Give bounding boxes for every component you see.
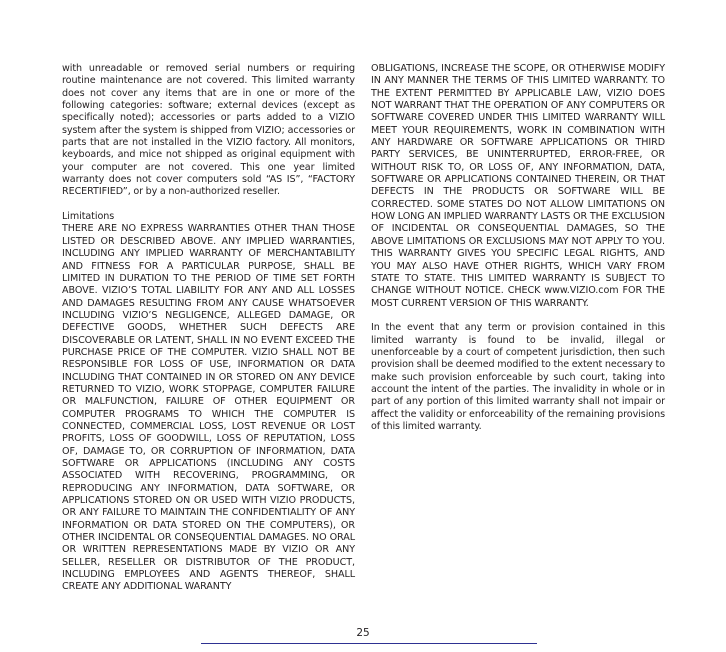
right-column (371, 63, 665, 433)
limitations-heading: Limitations (62, 211, 115, 223)
severability-paragraph: In the event that any term or provision contained in this limited warranty is found to be invalid, illegal or unenforceable by a court of competent jurisdiction, then such provision shall be deemed modified to the extent necessary to make such provision enforceable by such court, taking into account the intent of the parties. The invalidity in whole or in part of any portion of this limited warranty shall not impair or affect the validity or enforceability of the remaining provisions of this limited warranty. (371, 322, 665, 432)
footer-rule (201, 643, 537, 644)
left-column (62, 63, 355, 594)
warranty-obligations-paragraph: OBLIGATIONS, INCREASE THE SCOPE, OR OTHERWISE MODIFY IN ANY MANNER THE TERMS OF THIS LIMITED WARRANTY. TO THE EXTENT PERMITTED BY APPLICABLE LAW, VIZIO DOES NOT WARRANT THAT THE OPERATION OF ANY COMPUTERS OR SOFTWARE COVERED UNDER THIS LIMITED WARRANTY WILL MEET YOUR REQUIREMENTS, WORK IN COMBINATION WITH ANY HARDWARE OR SOFTWARE APPLICATIONS OR THIRD PARTY SERVICES, BE UNINTERRUPTED, ERROR-FREE, OR WITHOUT RISK TO, OR LOSS OF, ANY INFORMATION, DATA, SOFTWARE OR APPLICATIONS CONTAINED THEREIN, OR THAT DEFECTS IN THE PRODUCTS OR SOFTWARE WILL BE CORRECTED. SOME STATES DO NOT ALLOW LIMITATIONS ON HOW LONG AN IMPLIED WARRANTY LASTS OR THE EXCLUSION OF INCIDENTAL OR CONSEQUENTIAL DAMAGES, SO THE ABOVE LIMITATIONS OR EXCLUSIONS MAY NOT APPLY TO YOU. THIS WARRANTY GIVES YOU SPECIFIC LEGAL RIGHTS, AND YOU MAY ALSO HAVE OTHER RIGHTS, WHICH VARY FROM STATE TO STATE. THIS LIMITED WARRANTY IS SUBJECT TO CHANGE WITHOUT NOTICE. CHECK www.VIZIO.com FOR THE MOST CURRENT VERSION OF THIS WARRANTY. (371, 63, 665, 309)
warranty-exclusions-paragraph: with unreadable or removed serial numbers or requiring routine maintenance are not covered. This limited warranty does not cover any items that are in one or more of the following categories: software; external devices (except as specifically noted); accessories or parts added to a VIZIO system after the system is shipped from VIZIO; accessories or parts that are not installed in the VIZIO factory. All monitors, keyboards, and mice not shipped as original equipment with your computer are not covered. This one year limited warranty does not cover computers sold “AS IS”, “FACTORY RECERTIFIED”, or by a non-authorized reseller. (62, 63, 355, 198)
page-number: 25 (356, 627, 370, 639)
limitations-paragraph: THERE ARE NO EXPRESS WARRANTIES OTHER THAN THOSE LISTED OR DESCRIBED ABOVE. ANY IMPLIED WARRANTIES, INCLUDING ANY IMPLIED WARRANTY OF MERCHANTABILITY AND FITNESS FOR A PARTICULAR PURPOSE, SHALL BE LIMITED IN DURATION TO THE PERIOD OF TIME SET FORTH ABOVE. VIZIO’S TOTAL LIABILITY FOR ANY AND ALL LOSSES AND DAMAGES RESULTING FROM ANY CAUSE WHATSOEVER INCLUDING VIZIO’S NEGLIGENCE, ALLEGED DAMAGE, OR DEFECTIVE GOODS, WHETHER SUCH DEFECTS ARE DISCOVERABLE OR LATENT, SHALL IN NO EVENT EXCEED THE PURCHASE PRICE OF THE COMPUTER. VIZIO SHALL NOT BE RESPONSIBLE FOR LOSS OF USE, INFORMATION OR DATA INCLUDING THAT CONTAINED IN OR STORED ON ANY DEVICE RETURNED TO VIZIO, WORK STOPPAGE, COMPUTER FAILURE OR MALFUNCTION, FAILURE OF OTHER EQUIPMENT OR COMPUTER PROGRAMS TO WHICH THE COMPUTER IS CONNECTED, COMMERCIAL LOSS, LOST REVENUE OR LOST PROFITS, LOSS OF GOODWILL, LOSS OF REPUTATION, LOSS OF, DAMAGE TO, OR CORRUPTION OF INFORMATION, DATA SOFTWARE OR APPLICATIONS (INCLUDING ANY COSTS ASSOCIATED WITH RECOVERING, PROGRAMMING, OR REPRODUCING ANY INFORMATION, DATA SOFTWARE, OR APPLICATIONS STORED ON OR USED WITH VIZIO PRODUCTS, OR ANY FAILURE TO MAINTAIN THE CONFIDENTIALITY OF ANY INFORMATION OR DATA STORED ON THE COMPUTERS), OR OTHER INCIDENTAL OR CONSEQUENTIAL DAMAGES. NO ORAL OR WRITTEN REPRESENTATIONS MADE BY VIZIO OR ANY SELLER, RESELLER OR DISTRIBUTOR OF THE PRODUCT, INCLUDING EMPLOYEES AND AGENTS THEREOF, SHALL CREATE ANY ADDITIONAL WARANTY (62, 223, 355, 593)
